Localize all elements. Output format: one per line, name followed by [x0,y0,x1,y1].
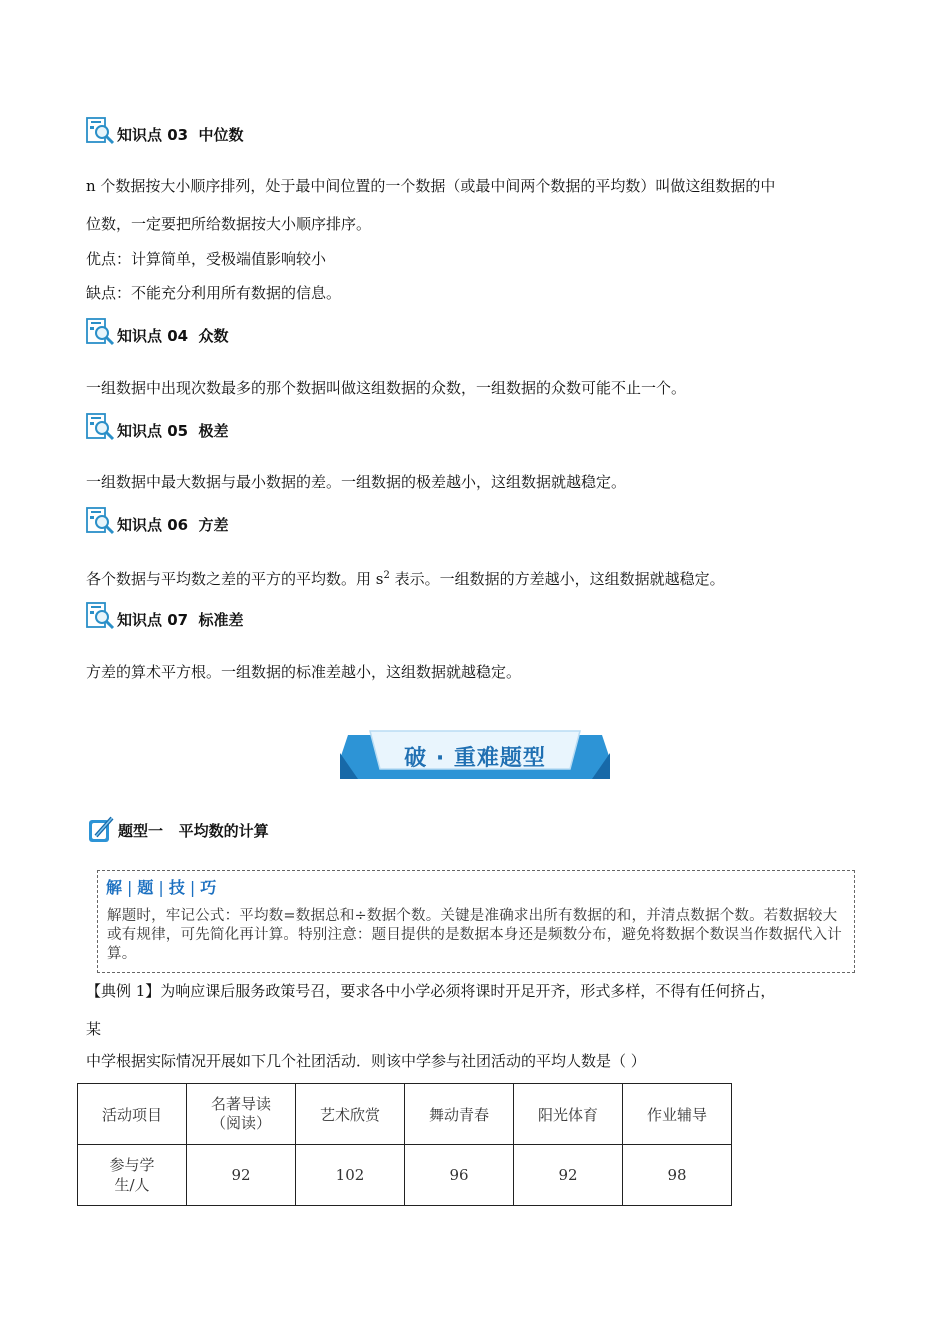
kp06-line-sup: 2 [383,570,390,581]
table-header-cell: 艺术欣赏 [296,1084,405,1145]
table-header-cell: 舞动青春 [405,1084,514,1145]
pen-edit-icon [86,814,116,846]
table-row [78,1145,732,1206]
table-header-cell: 活动项目 [78,1084,187,1145]
kp03-line3: 优点：计算简单，受极端值影响较小 [86,250,327,268]
table-header-cell: 作业辅导 [623,1084,732,1145]
kp06-title: 知识点 06 方差 [117,516,229,534]
knowledge-search-icon [86,507,116,535]
knowledge-search-icon [86,602,116,630]
table-cell: 92 [187,1145,296,1206]
banner-title: 破 · 重难题型 [404,746,546,771]
kp07-line1: 方差的算术平方根。一组数据的标准差越小，这组数据就越稳定。 [86,663,522,681]
knowledge-search-icon [86,117,116,145]
kp03-heading [86,115,244,145]
kp06-heading [86,505,229,535]
kp04-title: 知识点 04 众数 [117,327,229,345]
kp05-heading [86,411,229,441]
table-cell: 96 [405,1145,514,1206]
type-heading [86,813,269,847]
section-banner [340,729,610,781]
solving-tips-box [97,870,855,973]
table-cell: 98 [623,1145,732,1206]
kp07-title: 知识点 07 标准差 [117,611,244,629]
knowledge-search-icon [86,318,116,346]
table-header-cell: 名著导读 （阅读） [187,1084,296,1145]
table-cell: 102 [296,1145,405,1206]
tips-char-3: 技 [168,878,185,897]
kp04-line1: 一组数据中出现次数最多的那个数据叫做这组数据的众数，一组数据的众数可能不止一个。 [86,379,687,397]
knowledge-search-icon [86,413,116,441]
kp07-heading [86,600,244,630]
kp06-line1 [86,565,725,590]
example-line3: 中学根据实际情况开展如下几个社团活动．则该中学参与社团活动的平均人数是（ ） [86,1052,646,1070]
kp06-line-post: 表示。一组数据的方差越小，这组数据就越稳定。 [389,570,725,588]
table-row-label: 参与学 生/人 [78,1145,187,1206]
kp06-line-pre: 各个数据与平均数之差的平方的平均数。用 s [86,570,384,588]
table-header-row [78,1084,732,1145]
kp03-title: 知识点 03 中位数 [117,126,244,144]
example-line2: 某 [86,1020,102,1038]
tips-body: 解题时，牢记公式：平均数=数据总和÷数据个数。关键是准确求出所有数据的和，并清点数据个数。若数据较大或有规律，可先简化再计算。特别注意：题目提供的是数据本身还是频数分布，避免将数据个数误当作数据代入计算。 [107,908,842,962]
kp03-line2: 位数，一定要把所给数据按大小顺序排序。 [86,215,372,233]
table-cell: 92 [514,1145,623,1206]
tips-char-2: 题 [137,878,154,897]
kp03-line1: n 个数据按大小顺序排列，处于最中间位置的一个数据（或最中间两个数据的平均数）叫做这组数据的中 [86,177,776,195]
kp03-line4: 缺点：不能充分利用所有数据的信息。 [86,284,342,302]
activity-table [77,1083,732,1206]
kp05-line1: 一组数据中最大数据与最小数据的差。一组数据的极差越小，这组数据就越稳定。 [86,473,627,491]
table-header-cell: 阳光体育 [514,1084,623,1145]
type-title: 题型一 平均数的计算 [118,821,269,840]
tips-char-4: 巧 [200,878,217,897]
tips-heading: 解 | 题 | 技 | 巧 [106,878,217,897]
kp05-title: 知识点 05 极差 [117,422,229,440]
example-line1: 【典例 1】为响应课后服务政策号召，要求各中小学必须将课时开足开齐，形式多样，不得有任何挤占， [86,982,776,1000]
tips-char-1: 解 [106,878,123,897]
kp04-heading [86,316,229,346]
